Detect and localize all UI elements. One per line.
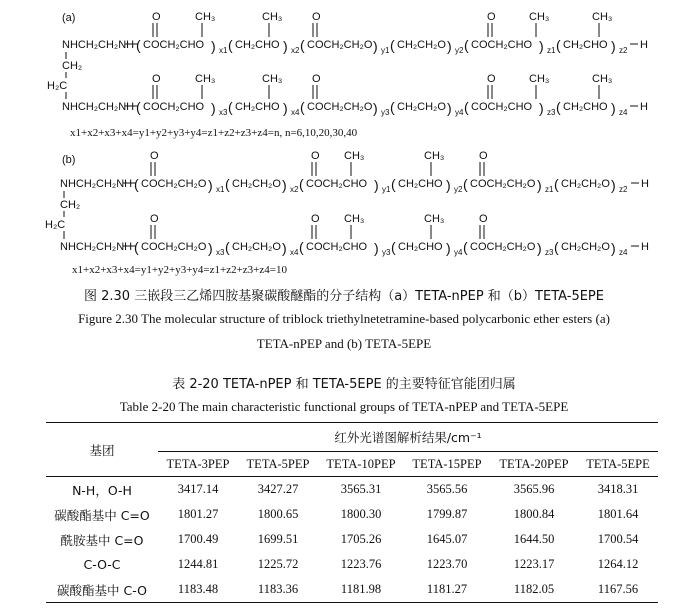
svg-text:(: ( <box>556 37 561 53</box>
svg-text:O: O <box>487 73 496 85</box>
value-cell: 1700.54 <box>597 532 639 546</box>
svg-text:z2: z2 <box>619 185 628 194</box>
svg-text:(: ( <box>300 37 305 53</box>
svg-text:(: ( <box>463 176 468 192</box>
svg-text:): ) <box>374 240 379 256</box>
value-cell: 1705.26 <box>340 532 382 546</box>
value-cell: 1181.27 <box>404 577 490 603</box>
svg-text:(: ( <box>464 99 469 115</box>
value-cell: 1244.81 <box>177 557 219 571</box>
svg-text:(: ( <box>464 37 469 53</box>
svg-text:COCH₂CHO: COCH₂CHO <box>471 39 533 51</box>
svg-text:(: ( <box>391 176 396 192</box>
svg-text:(: ( <box>228 37 233 53</box>
value-cell: 3565.56 <box>426 482 468 496</box>
svg-text:COCH₂CH₂O: COCH₂CH₂O <box>307 101 373 113</box>
value-cell: 1800.30 <box>340 507 382 521</box>
svg-text:H₂C: H₂C <box>45 219 66 231</box>
svg-text:(: ( <box>463 239 468 255</box>
structure-a-formula: x1+x2+x3+x4=y1+y2+y3+y4=z1+z2+z3+z4=n, n=6,10,20,30,40 <box>70 127 358 139</box>
value-cell: 1264.12 <box>597 557 639 571</box>
svg-text:COCH₂CH₂O: COCH₂CH₂O <box>141 178 207 190</box>
value-cell: 1225.72 <box>257 557 299 571</box>
structure-b-bottom-chain <box>60 239 649 257</box>
svg-text:H: H <box>641 241 649 253</box>
value-cell: 1700.49 <box>177 532 219 546</box>
svg-text:): ) <box>282 177 287 193</box>
svg-text:O: O <box>312 11 321 23</box>
svg-text:): ) <box>447 100 452 116</box>
svg-text:x3: x3 <box>219 108 228 117</box>
value-cell: 3565.96 <box>513 482 555 496</box>
value-cell: 1223.70 <box>426 557 468 571</box>
svg-text:): ) <box>611 177 616 193</box>
figure-caption-cn: 图 2.30 三嵌段三乙烯四胺基聚碳酸醚酯的分子结构（a）TETA-nPEP 和（b）TETA-5EPE <box>83 289 604 304</box>
ir-result-header: 红外光谱图解析结果/cm⁻¹ <box>158 423 658 452</box>
value-cell: 1645.07 <box>426 532 468 546</box>
svg-text:CH₂CHO: CH₂CHO <box>235 39 280 51</box>
svg-text:CH₂CH₂O: CH₂CH₂O <box>397 101 446 113</box>
structure-a-label: (a) <box>62 12 76 24</box>
group-cell: 碳酸酯基中 C=O <box>54 507 150 523</box>
value-cell: 1799.87 <box>426 507 468 521</box>
svg-text:y1: y1 <box>381 46 390 55</box>
svg-text:NHCH₂CH₂NH: NHCH₂CH₂NH <box>60 241 133 253</box>
svg-text:y2: y2 <box>454 185 463 194</box>
svg-text:O: O <box>479 213 488 225</box>
structure-b <box>0 147 688 280</box>
svg-text:z2: z2 <box>619 46 628 55</box>
svg-text:O: O <box>311 150 320 162</box>
svg-text:(: ( <box>556 99 561 115</box>
group-cell: C-O-C <box>83 557 121 572</box>
svg-text:CH₂CH₂O: CH₂CH₂O <box>232 241 281 253</box>
svg-text:): ) <box>446 240 451 256</box>
value-cell: 1181.98 <box>318 577 404 603</box>
column-header: TETA-15PEP <box>404 452 490 477</box>
svg-text:(: ( <box>299 239 304 255</box>
value-cell: 1644.50 <box>513 532 555 546</box>
svg-text:CH₂CH₂O: CH₂CH₂O <box>561 178 610 190</box>
svg-text:y1: y1 <box>382 185 391 194</box>
svg-text:x2: x2 <box>290 185 299 194</box>
structure-a-bottom-chain <box>62 99 648 117</box>
table-title-cn: 表 2-20 TETA-nPEP 和 TETA-5EPE 的主要特征官能团归属 <box>172 377 516 392</box>
svg-text:O: O <box>479 150 488 162</box>
svg-text:y2: y2 <box>455 46 464 55</box>
svg-text:): ) <box>611 100 616 116</box>
structure-a <box>0 0 688 142</box>
svg-text:CH₂CH₂O: CH₂CH₂O <box>232 178 281 190</box>
svg-text:O: O <box>150 213 159 225</box>
svg-text:COCH₂CH₂O: COCH₂CH₂O <box>307 39 373 51</box>
value-cell: 1800.65 <box>257 507 299 521</box>
svg-text:x1: x1 <box>216 185 225 194</box>
svg-text:NHCH₂CH₂NH: NHCH₂CH₂NH <box>62 101 135 113</box>
svg-text:CH₃: CH₃ <box>262 73 283 85</box>
svg-text:CH₂CHO: CH₂CHO <box>235 101 280 113</box>
value-cell: 1699.51 <box>257 532 299 546</box>
svg-text:(: ( <box>554 176 559 192</box>
column-header: TETA-5EPE <box>578 452 658 477</box>
svg-text:y4: y4 <box>455 108 464 117</box>
svg-text:CH₂CHO: CH₂CHO <box>398 178 443 190</box>
svg-text:z4: z4 <box>619 248 628 257</box>
value-cell: 1801.64 <box>597 507 639 521</box>
svg-text:H₂C: H₂C <box>47 80 68 92</box>
svg-text:y4: y4 <box>454 248 463 257</box>
svg-text:(: ( <box>390 37 395 53</box>
svg-text:CH₃: CH₃ <box>592 73 613 85</box>
svg-text:CH₃: CH₃ <box>344 150 365 162</box>
svg-text:CH₃: CH₃ <box>592 11 613 23</box>
svg-text:CH₃: CH₃ <box>262 11 283 23</box>
svg-text:CH₃: CH₃ <box>529 73 550 85</box>
svg-text:): ) <box>539 100 544 116</box>
svg-text:COCH₂CHO: COCH₂CHO <box>306 178 368 190</box>
svg-text:COCH₂CHO: COCH₂CHO <box>143 39 205 51</box>
svg-text:): ) <box>537 240 542 256</box>
svg-text:): ) <box>208 177 213 193</box>
svg-text:z3: z3 <box>547 108 556 117</box>
svg-text:): ) <box>539 38 544 54</box>
svg-text:): ) <box>211 100 216 116</box>
group-cell: 碳酸酯基中 C-O <box>46 577 158 603</box>
svg-text:O: O <box>312 73 321 85</box>
svg-text:(: ( <box>225 239 230 255</box>
svg-text:H: H <box>640 39 648 51</box>
svg-text:CH₂CHO: CH₂CHO <box>563 39 608 51</box>
svg-text:z1: z1 <box>547 46 556 55</box>
svg-text:H: H <box>640 101 648 113</box>
svg-text:CH₃: CH₃ <box>424 213 445 225</box>
svg-text:): ) <box>447 38 452 54</box>
value-cell: 1801.27 <box>177 507 219 521</box>
svg-text:O: O <box>311 213 320 225</box>
svg-text:H: H <box>641 178 649 190</box>
svg-text:): ) <box>283 100 288 116</box>
svg-text:(: ( <box>390 99 395 115</box>
column-header: TETA-5PEP <box>238 452 318 477</box>
svg-text:z4: z4 <box>619 108 628 117</box>
svg-text:): ) <box>537 177 542 193</box>
svg-text:): ) <box>373 100 378 116</box>
svg-text:(: ( <box>228 99 233 115</box>
svg-text:z1: z1 <box>545 185 554 194</box>
table-row <box>46 477 658 503</box>
svg-text:): ) <box>374 177 379 193</box>
svg-text:): ) <box>373 38 378 54</box>
svg-text:(: ( <box>391 239 396 255</box>
column-header: TETA-20PEP <box>490 452 578 477</box>
svg-text:CH₃: CH₃ <box>529 11 550 23</box>
svg-text:x1: x1 <box>219 46 228 55</box>
table-row <box>46 577 658 603</box>
svg-text:CH₂CHO: CH₂CHO <box>563 101 608 113</box>
svg-text:x3: x3 <box>216 248 225 257</box>
structure-a-top-chain <box>62 37 648 55</box>
value-cell: 1223.76 <box>340 557 382 571</box>
svg-text:NHCH₂CH₂NH: NHCH₂CH₂NH <box>60 178 133 190</box>
svg-text:): ) <box>283 38 288 54</box>
svg-text:(: ( <box>300 99 305 115</box>
svg-text:y3: y3 <box>382 248 391 257</box>
svg-text:CH₂: CH₂ <box>62 60 83 72</box>
figure-caption-en-line2: TETA-nPEP and (b) TETA-5EPE <box>256 336 432 351</box>
svg-text:CH₂CHO: CH₂CHO <box>398 241 443 253</box>
table-row <box>46 502 658 527</box>
value-cell: 1183.48 <box>158 577 238 603</box>
table-row <box>46 527 658 552</box>
svg-text:): ) <box>611 240 616 256</box>
svg-text:O: O <box>487 11 496 23</box>
svg-text:x4: x4 <box>291 108 300 117</box>
value-cell: 3427.27 <box>257 482 299 496</box>
svg-text:y3: y3 <box>381 108 390 117</box>
svg-text:): ) <box>446 177 451 193</box>
value-cell: 3418.31 <box>597 482 639 496</box>
svg-text:): ) <box>211 38 216 54</box>
column-header: TETA-3PEP <box>158 452 238 477</box>
svg-text:): ) <box>611 38 616 54</box>
svg-text:(: ( <box>134 239 139 255</box>
svg-text:COCH₂CH₂O: COCH₂CH₂O <box>470 178 536 190</box>
svg-text:O: O <box>150 150 159 162</box>
svg-text:COCH₂CHO: COCH₂CHO <box>306 241 368 253</box>
table-row <box>46 552 658 577</box>
group-header: 基团 <box>46 423 158 477</box>
svg-text:x2: x2 <box>291 46 300 55</box>
group-cell: 酰胺基中 C=O <box>60 532 144 548</box>
value-cell: 1223.17 <box>513 557 555 571</box>
structure-b-label: (b) <box>62 154 76 166</box>
svg-text:x4: x4 <box>290 248 299 257</box>
svg-text:CH₃: CH₃ <box>424 150 445 162</box>
svg-text:COCH₂CHO: COCH₂CHO <box>471 101 533 113</box>
structure-b-top-chain <box>60 176 649 194</box>
value-cell: 1182.05 <box>490 577 578 603</box>
value-cell: 1800.84 <box>513 507 555 521</box>
svg-text:CH₂CH₂O: CH₂CH₂O <box>561 241 610 253</box>
svg-text:COCH₂CH₂O: COCH₂CH₂O <box>470 241 536 253</box>
svg-text:COCH₂CHO: COCH₂CHO <box>143 101 205 113</box>
column-header: TETA-10PEP <box>318 452 404 477</box>
svg-text:CH₂CH₂O: CH₂CH₂O <box>397 39 446 51</box>
value-cell: 1183.36 <box>238 577 318 603</box>
svg-text:CH₂: CH₂ <box>60 199 81 211</box>
svg-text:(: ( <box>225 176 230 192</box>
svg-text:CH₃: CH₃ <box>195 73 216 85</box>
svg-text:NHCH₂CH₂NH: NHCH₂CH₂NH <box>62 39 135 51</box>
svg-text:): ) <box>282 240 287 256</box>
functional-groups-table <box>46 422 658 603</box>
svg-text:(: ( <box>554 239 559 255</box>
svg-text:CH₃: CH₃ <box>344 213 365 225</box>
structure-b-formula: x1+x2+x3+x4=y1+y2+y3+y4=z1+z2+z3+z4=10 <box>72 264 287 276</box>
svg-text:O: O <box>152 11 161 23</box>
svg-text:): ) <box>208 240 213 256</box>
value-cell: 3565.31 <box>340 482 382 496</box>
svg-text:(: ( <box>134 176 139 192</box>
svg-text:(: ( <box>299 176 304 192</box>
value-cell: 1167.56 <box>578 577 658 603</box>
value-cell: 3417.14 <box>177 482 219 496</box>
table-title-en: Table 2-20 The main characteristic functional groups of TETA-nPEP and TETA-5EPE <box>119 399 569 414</box>
svg-text:O: O <box>152 73 161 85</box>
svg-text:(: ( <box>136 37 141 53</box>
svg-text:CH₃: CH₃ <box>195 11 216 23</box>
svg-text:COCH₂CH₂O: COCH₂CH₂O <box>141 241 207 253</box>
svg-text:(: ( <box>136 99 141 115</box>
group-cell: N-H，O-H <box>72 482 132 498</box>
figure-caption-en-line1: Figure 2.30 The molecular structure of triblock triethylnetetramine-based polycarbonic ether esters (a) <box>78 311 610 326</box>
svg-text:z3: z3 <box>545 248 554 257</box>
